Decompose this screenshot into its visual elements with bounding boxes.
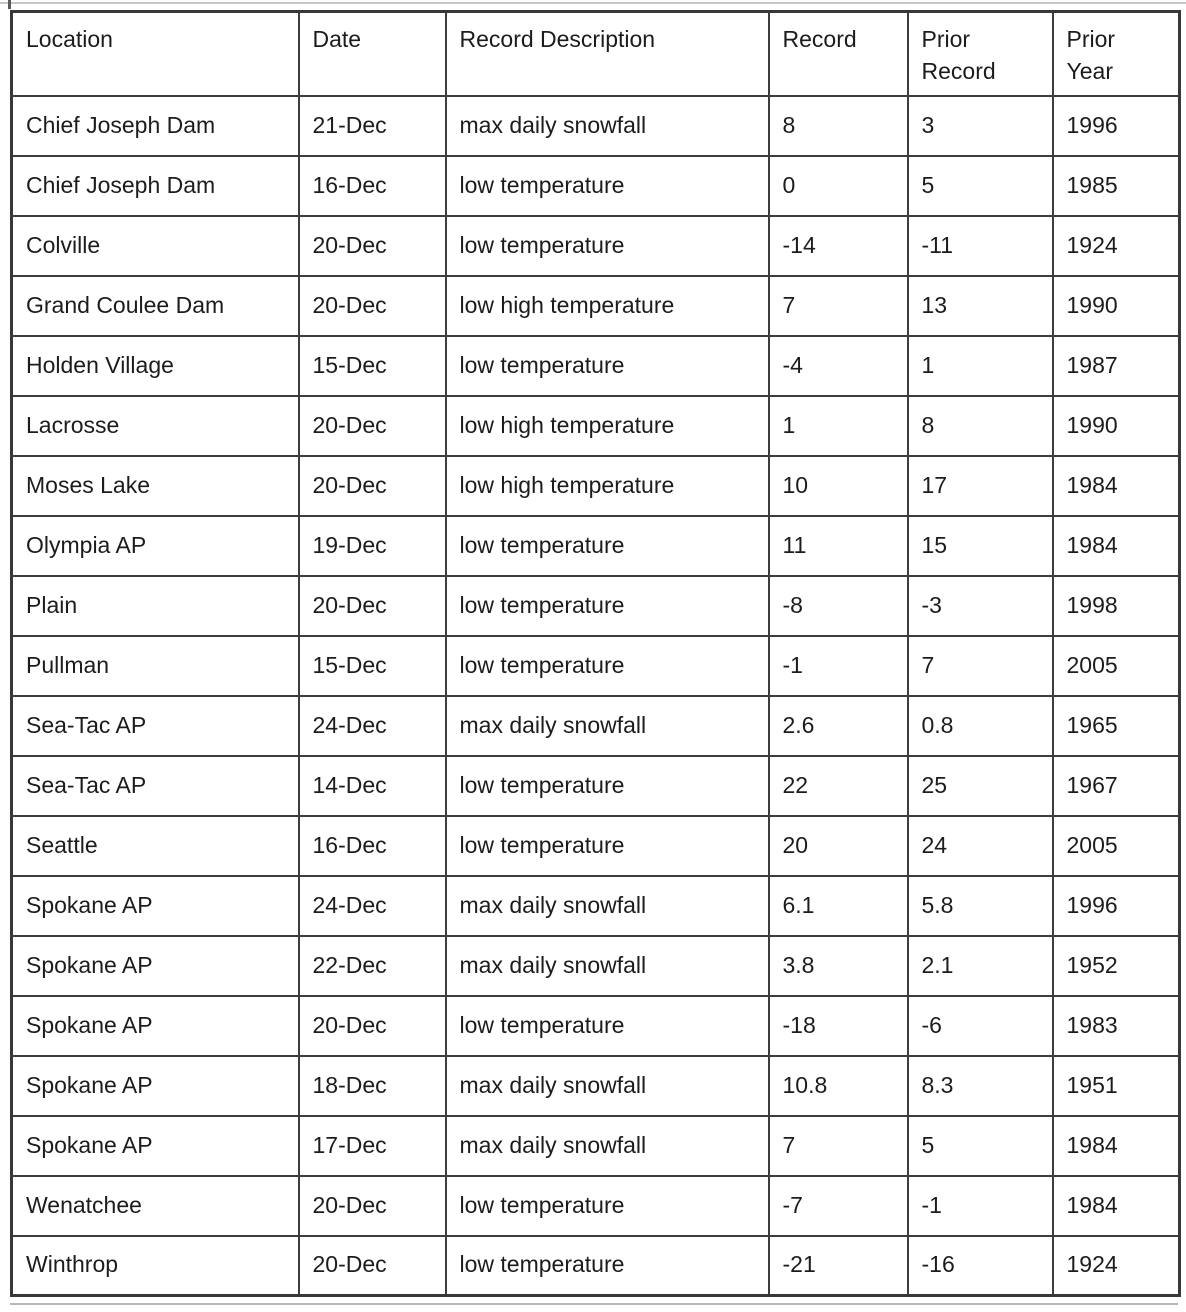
cell-prior-year: 1984 — [1053, 516, 1180, 576]
cell-record-description: low high temperature — [446, 276, 769, 336]
cell-date: 24-Dec — [299, 696, 446, 756]
cell-record: 22 — [769, 756, 908, 816]
cell-record-description: low temperature — [446, 516, 769, 576]
cell-prior-year: 1996 — [1053, 876, 1180, 936]
cell-record-description: low temperature — [446, 816, 769, 876]
cell-location: Lacrosse — [12, 396, 299, 456]
cell-prior-year: 1967 — [1053, 756, 1180, 816]
cell-prior-record: 13 — [908, 276, 1053, 336]
cell-record-description: low temperature — [446, 1176, 769, 1236]
cell-record-description: low temperature — [446, 156, 769, 216]
cell-prior-year: 1984 — [1053, 1176, 1180, 1236]
cell-location: Spokane AP — [12, 1056, 299, 1116]
cell-record-description: max daily snowfall — [446, 696, 769, 756]
cell-record: -14 — [769, 216, 908, 276]
cell-location: Moses Lake — [12, 456, 299, 516]
cell-prior-record: 0.8 — [908, 696, 1053, 756]
cell-location: Plain — [12, 576, 299, 636]
cell-record-description: low temperature — [446, 216, 769, 276]
cell-location: Seattle — [12, 816, 299, 876]
cell-record-description: max daily snowfall — [446, 96, 769, 156]
table-row — [12, 96, 1180, 156]
cell-record-description: low temperature — [446, 996, 769, 1056]
cell-date: 20-Dec — [299, 456, 446, 516]
cell-record: 0 — [769, 156, 908, 216]
table-row — [12, 636, 1180, 696]
cell-location: Colville — [12, 216, 299, 276]
cell-date: 20-Dec — [299, 1176, 446, 1236]
weather-records-table — [10, 10, 1181, 1297]
cell-location: Pullman — [12, 636, 299, 696]
cell-date: 20-Dec — [299, 396, 446, 456]
table-row — [12, 516, 1180, 576]
cropped-border-stub — [8, 0, 11, 9]
cell-date: 21-Dec — [299, 96, 446, 156]
table-row — [12, 756, 1180, 816]
cell-record: -1 — [769, 636, 908, 696]
table-body — [12, 96, 1180, 1296]
cell-record: -4 — [769, 336, 908, 396]
cell-prior-year: 1924 — [1053, 1236, 1180, 1296]
cell-date: 20-Dec — [299, 216, 446, 276]
cell-prior-year: 1984 — [1053, 456, 1180, 516]
column-header-location: Location — [12, 12, 299, 96]
column-header-prior-record: Prior Record — [908, 12, 1053, 96]
cell-record: -7 — [769, 1176, 908, 1236]
cell-prior-year: 1951 — [1053, 1056, 1180, 1116]
cell-prior-year: 2005 — [1053, 636, 1180, 696]
cell-date: 14-Dec — [299, 756, 446, 816]
cell-prior-record: 8 — [908, 396, 1053, 456]
cell-date: 16-Dec — [299, 816, 446, 876]
table-row — [12, 1056, 1180, 1116]
cell-record: 10 — [769, 456, 908, 516]
cell-record-description: max daily snowfall — [446, 1056, 769, 1116]
cell-location: Chief Joseph Dam — [12, 96, 299, 156]
cell-record-description: low high temperature — [446, 456, 769, 516]
cropped-row-artifact-bottom — [10, 1303, 1178, 1305]
cell-location: Winthrop — [12, 1236, 299, 1296]
cell-date: 20-Dec — [299, 576, 446, 636]
cell-location: Spokane AP — [12, 876, 299, 936]
cell-record: 20 — [769, 816, 908, 876]
cell-record: 3.8 — [769, 936, 908, 996]
table-row — [12, 156, 1180, 216]
header-row — [12, 12, 1180, 96]
cell-record: 6.1 — [769, 876, 908, 936]
table-row — [12, 876, 1180, 936]
cell-prior-year: 1996 — [1053, 96, 1180, 156]
table-row — [12, 1236, 1180, 1296]
cell-record-description: max daily snowfall — [446, 1116, 769, 1176]
cell-date: 17-Dec — [299, 1116, 446, 1176]
table-row — [12, 576, 1180, 636]
cell-prior-year: 1965 — [1053, 696, 1180, 756]
cell-record: -8 — [769, 576, 908, 636]
cell-record-description: max daily snowfall — [446, 936, 769, 996]
cell-prior-year: 2005 — [1053, 816, 1180, 876]
cell-prior-record: 7 — [908, 636, 1053, 696]
table-row — [12, 456, 1180, 516]
cell-date: 19-Dec — [299, 516, 446, 576]
cell-date: 24-Dec — [299, 876, 446, 936]
column-header-prior-year: Prior Year — [1053, 12, 1180, 96]
cell-prior-year: 1952 — [1053, 936, 1180, 996]
cell-date: 20-Dec — [299, 1236, 446, 1296]
cell-prior-year: 1983 — [1053, 996, 1180, 1056]
cell-prior-record: 17 — [908, 456, 1053, 516]
cell-prior-year: 1990 — [1053, 396, 1180, 456]
cell-location: Olympia AP — [12, 516, 299, 576]
cell-record-description: low temperature — [446, 1236, 769, 1296]
cell-location: Wenatchee — [12, 1176, 299, 1236]
cell-location: Spokane AP — [12, 936, 299, 996]
cell-prior-record: 24 — [908, 816, 1053, 876]
cell-prior-year: 1985 — [1053, 156, 1180, 216]
cropped-row-artifact-top — [0, 2, 1186, 4]
cell-record-description: low high temperature — [446, 396, 769, 456]
cell-prior-year: 1998 — [1053, 576, 1180, 636]
cell-prior-year: 1924 — [1053, 216, 1180, 276]
cell-record: 11 — [769, 516, 908, 576]
cell-prior-record: -3 — [908, 576, 1053, 636]
cell-record-description: low temperature — [446, 756, 769, 816]
table-row — [12, 336, 1180, 396]
cell-record: 10.8 — [769, 1056, 908, 1116]
cell-prior-record: 1 — [908, 336, 1053, 396]
cell-location: Spokane AP — [12, 996, 299, 1056]
table-row — [12, 276, 1180, 336]
cell-prior-year: 1990 — [1053, 276, 1180, 336]
cell-location: Chief Joseph Dam — [12, 156, 299, 216]
cell-prior-record: 8.3 — [908, 1056, 1053, 1116]
cell-prior-record: 5 — [908, 156, 1053, 216]
cell-record: 8 — [769, 96, 908, 156]
cell-location: Holden Village — [12, 336, 299, 396]
column-header-record-description: Record Description — [446, 12, 769, 96]
cell-date: 20-Dec — [299, 996, 446, 1056]
cell-prior-record: -1 — [908, 1176, 1053, 1236]
cell-record-description: low temperature — [446, 636, 769, 696]
cell-date: 22-Dec — [299, 936, 446, 996]
cell-prior-record: 25 — [908, 756, 1053, 816]
column-header-date: Date — [299, 12, 446, 96]
cell-prior-year: 1987 — [1053, 336, 1180, 396]
cell-prior-record: 2.1 — [908, 936, 1053, 996]
cell-record: -21 — [769, 1236, 908, 1296]
table-header — [12, 12, 1180, 96]
cell-location: Sea-Tac AP — [12, 756, 299, 816]
table-row — [12, 696, 1180, 756]
table-row — [12, 396, 1180, 456]
cell-date: 16-Dec — [299, 156, 446, 216]
cell-date: 18-Dec — [299, 1056, 446, 1116]
table-row — [12, 996, 1180, 1056]
table-row — [12, 1116, 1180, 1176]
cell-record: 7 — [769, 1116, 908, 1176]
cell-date: 20-Dec — [299, 276, 446, 336]
cell-location: Sea-Tac AP — [12, 696, 299, 756]
cell-date: 15-Dec — [299, 636, 446, 696]
table-row — [12, 936, 1180, 996]
table-row — [12, 816, 1180, 876]
cell-record-description: low temperature — [446, 576, 769, 636]
cell-prior-record: 5.8 — [908, 876, 1053, 936]
cell-prior-record: 5 — [908, 1116, 1053, 1176]
cell-record: 7 — [769, 276, 908, 336]
cell-prior-record: -6 — [908, 996, 1053, 1056]
cell-record: -18 — [769, 996, 908, 1056]
cell-location: Spokane AP — [12, 1116, 299, 1176]
cell-record: 1 — [769, 396, 908, 456]
cell-record: 2.6 — [769, 696, 908, 756]
cell-date: 15-Dec — [299, 336, 446, 396]
cell-location: Grand Coulee Dam — [12, 276, 299, 336]
cell-prior-record: -16 — [908, 1236, 1053, 1296]
table-row — [12, 216, 1180, 276]
cell-prior-record: 15 — [908, 516, 1053, 576]
cell-record-description: low temperature — [446, 336, 769, 396]
cell-prior-year: 1984 — [1053, 1116, 1180, 1176]
column-header-record: Record — [769, 12, 908, 96]
cell-record-description: max daily snowfall — [446, 876, 769, 936]
cell-prior-record: -11 — [908, 216, 1053, 276]
cell-prior-record: 3 — [908, 96, 1053, 156]
table-row — [12, 1176, 1180, 1236]
